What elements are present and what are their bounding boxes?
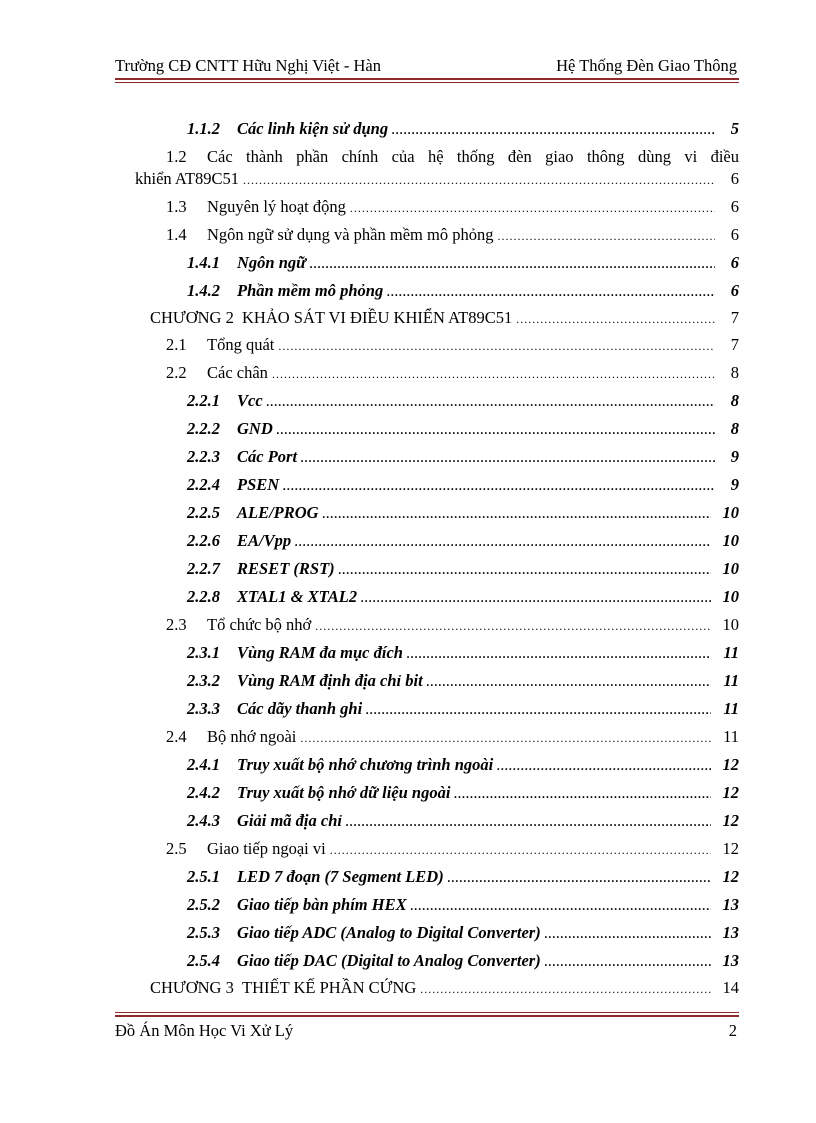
toc-entry[interactable] [166, 224, 739, 246]
toc-entry-title: Các chân [207, 363, 268, 382]
toc-entry-page: 5 [730, 119, 739, 138]
toc-entry-title: Các linh kiện sử dụng [237, 119, 389, 138]
toc-entry-number: 2.5.2 [187, 895, 220, 914]
toc-leader-dots [283, 475, 715, 497]
toc-entry-page: 12 [722, 755, 739, 774]
toc-entry-title: GND [237, 419, 273, 438]
toc-entry-title: KHẢO SÁT VI ĐIỀU KHIỂN AT89C51 [242, 308, 513, 327]
toc-entry-title: Truy xuất bộ nhớ chương trình ngoài [237, 755, 494, 774]
toc-entry-number: 1.2 [166, 147, 187, 166]
toc-leader-dots [454, 783, 711, 805]
toc-entry-title: ALE/PROG [237, 503, 319, 522]
header-rule-thin [115, 82, 739, 83]
toc-leader-dots [387, 281, 715, 303]
toc-entry-title-cont: khiển AT89C51 [135, 169, 240, 188]
toc-entry-number: 2.2.2 [187, 419, 220, 438]
toc-entry[interactable] [187, 446, 739, 468]
toc-leader-dots [323, 503, 711, 525]
toc-entry[interactable] [166, 614, 739, 636]
toc-entry-page: 6 [730, 169, 739, 188]
toc-entry-page: 11 [723, 671, 739, 690]
toc-entry[interactable] [187, 390, 739, 412]
toc-entry-title: Giao tiếp ADC (Analog to Digital Converter) [237, 923, 541, 942]
toc-entry-page: 12 [722, 867, 739, 886]
toc-entry-page: 11 [723, 699, 739, 718]
toc-entry[interactable] [187, 810, 739, 832]
toc-leader-dots [272, 363, 715, 385]
toc-entry-number: 1.1.2 [187, 119, 220, 138]
page-footer [115, 1021, 739, 1041]
toc-entry-page: 11 [723, 643, 739, 662]
toc-entry-page: 6 [730, 225, 739, 244]
toc-entry[interactable] [187, 698, 739, 720]
toc-leader-dots [366, 699, 711, 721]
toc-entry-page: 13 [722, 923, 739, 942]
toc-leader-dots [448, 867, 711, 889]
header-school-name: Trường CĐ CNTT Hữu Nghị Việt - Hàn [115, 56, 381, 75]
toc-entry-title: Giao tiếp ngoại vi [207, 839, 326, 858]
toc-leader-dots [310, 253, 715, 275]
toc-entry-title: Truy xuất bộ nhớ dữ liệu ngoài [237, 783, 451, 802]
toc-entry[interactable] [187, 558, 739, 580]
toc-leader-dots [339, 559, 711, 581]
toc-leader-dots [497, 755, 711, 777]
toc-entry-number: 2.1 [166, 335, 187, 354]
toc-leader-dots [392, 119, 715, 141]
toc-entry[interactable] [187, 586, 739, 608]
toc-entry-number: 2.4.1 [187, 755, 220, 774]
toc-entry-page: 7 [730, 308, 739, 327]
page-header [115, 56, 737, 78]
toc-entry-title: Phần mềm mô phỏng [237, 281, 384, 300]
toc-entry-number: 2.2.8 [187, 587, 220, 606]
toc-entry-title: THIẾT KẾ PHẦN CỨNG [242, 978, 417, 997]
toc-entry[interactable] [166, 726, 739, 748]
toc-entry-number: 2.4.3 [187, 811, 220, 830]
toc-entry-number: 2.2.3 [187, 447, 220, 466]
toc-entry[interactable] [187, 530, 739, 552]
toc-entry[interactable] [187, 922, 739, 944]
toc-leader-dots [278, 335, 715, 357]
toc-entry-page: 13 [722, 895, 739, 914]
toc-leader-dots [267, 391, 715, 413]
toc-entry-page: 12 [722, 783, 739, 802]
toc-leader-dots [545, 923, 711, 945]
toc-entry-number: 1.4.2 [187, 281, 220, 300]
toc-entry-number: 2.3.1 [187, 643, 220, 662]
toc-entry[interactable] [187, 670, 739, 692]
toc-entry-page: 6 [730, 197, 739, 216]
toc-chapter-entry[interactable] [150, 307, 739, 329]
footer-rule [115, 1015, 739, 1017]
toc-leader-dots [361, 587, 711, 609]
toc-entry[interactable] [187, 474, 739, 496]
toc-entry-page: 11 [723, 727, 739, 746]
header-project-title: Hệ Thống Đèn Giao Thông [556, 56, 737, 75]
toc-entry-title: Vcc [237, 391, 263, 410]
toc-entry[interactable] [187, 418, 739, 440]
toc-entry-continuation[interactable] [135, 168, 739, 190]
toc-entry-page: 6 [730, 253, 739, 272]
toc-entry[interactable] [187, 894, 739, 916]
toc-entry-page: 10 [722, 615, 739, 634]
toc-entry[interactable] [187, 118, 739, 140]
toc-entry[interactable] [187, 754, 739, 776]
toc-entry-title: PSEN [237, 475, 280, 494]
footer-rule-thin [115, 1012, 739, 1013]
toc-entry-title: XTAL1 & XTAL2 [237, 587, 358, 606]
toc-entry-page: 10 [722, 531, 739, 550]
toc-entry-number: 2.2 [166, 363, 187, 382]
toc-entry[interactable] [166, 146, 739, 168]
toc-entry-title: Các Port [237, 447, 298, 466]
toc-entry-title: Ngôn ngữ [237, 253, 307, 272]
toc-entry-number: 1.4.1 [187, 253, 220, 272]
toc-entry[interactable] [166, 334, 739, 356]
toc-entry-number: 2.2.5 [187, 503, 220, 522]
toc-entry[interactable] [187, 280, 739, 302]
toc-entry[interactable] [187, 782, 739, 804]
footer-page-number: 2 [728, 1021, 737, 1040]
toc-leader-dots [295, 531, 711, 553]
toc-entry-number: 2.2.6 [187, 531, 220, 550]
toc-entry-number: 2.3.2 [187, 671, 220, 690]
toc-entry-title: Ngôn ngữ sử dụng và phần mềm mô phỏng [207, 225, 494, 244]
toc-leader-dots [243, 169, 715, 191]
toc-entry-page: 7 [730, 335, 739, 354]
toc-leader-dots [301, 447, 715, 469]
toc-entry-page: 13 [722, 951, 739, 970]
toc-entry-number: 2.3.3 [187, 699, 220, 718]
toc-entry-title: Vùng RAM định địa chỉ bit [237, 671, 423, 690]
toc-entry-page: 12 [722, 811, 739, 830]
toc-leader-dots [277, 419, 715, 441]
toc-leader-dots [420, 978, 711, 1000]
toc-entry-page: 8 [730, 363, 739, 382]
toc-entry-title: Vùng RAM đa mục đích [237, 643, 403, 662]
toc-entry-title: Tổng quát [207, 335, 275, 354]
toc-entry-number: 2.4 [166, 727, 187, 746]
toc-entry[interactable] [187, 502, 739, 524]
toc-entry[interactable] [187, 252, 739, 274]
toc-entry-page: 10 [722, 587, 739, 606]
toc-entry-number: 1.4 [166, 225, 187, 244]
toc-leader-dots [300, 727, 711, 749]
toc-entry-number: CHƯƠNG 2 [150, 308, 234, 327]
toc-entry-page: 14 [722, 978, 739, 997]
footer-course-name: Đồ Án Môn Học Vi Xử Lý [115, 1021, 294, 1040]
toc-entry[interactable] [187, 866, 739, 888]
toc-entry-title: Nguyên lý hoạt động [207, 197, 346, 216]
toc-entry-title: Tổ chức bộ nhớ [207, 615, 312, 634]
toc-entry[interactable] [166, 838, 739, 860]
toc-chapter-entry[interactable] [150, 977, 739, 999]
toc-entry-page: 9 [730, 447, 739, 466]
toc-entry-title: EA/Vpp [237, 531, 292, 550]
toc-leader-dots [516, 308, 715, 330]
toc-entry[interactable] [187, 642, 739, 664]
toc-entry-page: 8 [730, 391, 739, 410]
toc-leader-dots [411, 895, 711, 917]
toc-entry[interactable] [166, 196, 739, 218]
toc-entry-title: Các dãy thanh ghi [237, 699, 363, 718]
toc-entry-number: CHƯƠNG 3 [150, 978, 234, 997]
toc-leader-dots [315, 615, 711, 637]
toc-entry-number: 2.5.3 [187, 923, 220, 942]
toc-entry-page: 10 [722, 503, 739, 522]
toc-entry-title: LED 7 đoạn (7 Segment LED) [237, 867, 444, 886]
toc-leader-dots [497, 225, 715, 247]
toc-entry-title: Các thành phần chính của hệ thống đèn giao thông dùng vi điều [207, 147, 739, 166]
toc-entry-number: 2.2.4 [187, 475, 220, 494]
toc-leader-dots [350, 197, 715, 219]
toc-entry-number: 2.2.1 [187, 391, 220, 410]
toc-leader-dots [330, 839, 711, 861]
toc-leader-dots [407, 643, 711, 665]
toc-leader-dots [545, 951, 711, 973]
toc-entry-page: 8 [730, 419, 739, 438]
toc-entry-title: Bộ nhớ ngoài [207, 727, 297, 746]
toc-entry-number: 2.2.7 [187, 559, 220, 578]
toc-entry-page: 6 [730, 281, 739, 300]
header-rule [115, 78, 739, 80]
toc-leader-dots [346, 811, 711, 833]
toc-entry-title: Giao tiếp DAC (Digital to Analog Converter) [237, 951, 541, 970]
toc-entry-number: 2.5.4 [187, 951, 220, 970]
toc-entry-number: 2.3 [166, 615, 187, 634]
toc-entry-page: 9 [730, 475, 739, 494]
toc-entry-number: 1.3 [166, 197, 187, 216]
toc-entry-title: Giao tiếp bàn phím HEX [237, 895, 407, 914]
toc-entry-page: 10 [722, 559, 739, 578]
toc-entry-page: 12 [722, 839, 739, 858]
toc-leader-dots [427, 671, 711, 693]
toc-entry-title: Giải mã địa chỉ [237, 811, 342, 830]
toc-entry-title: RESET (RST) [237, 559, 335, 578]
toc-entry-number: 2.4.2 [187, 783, 220, 802]
toc-entry[interactable] [166, 362, 739, 384]
toc-entry-number: 2.5.1 [187, 867, 220, 886]
toc-entry-number: 2.5 [166, 839, 187, 858]
toc-entry[interactable] [187, 950, 739, 972]
